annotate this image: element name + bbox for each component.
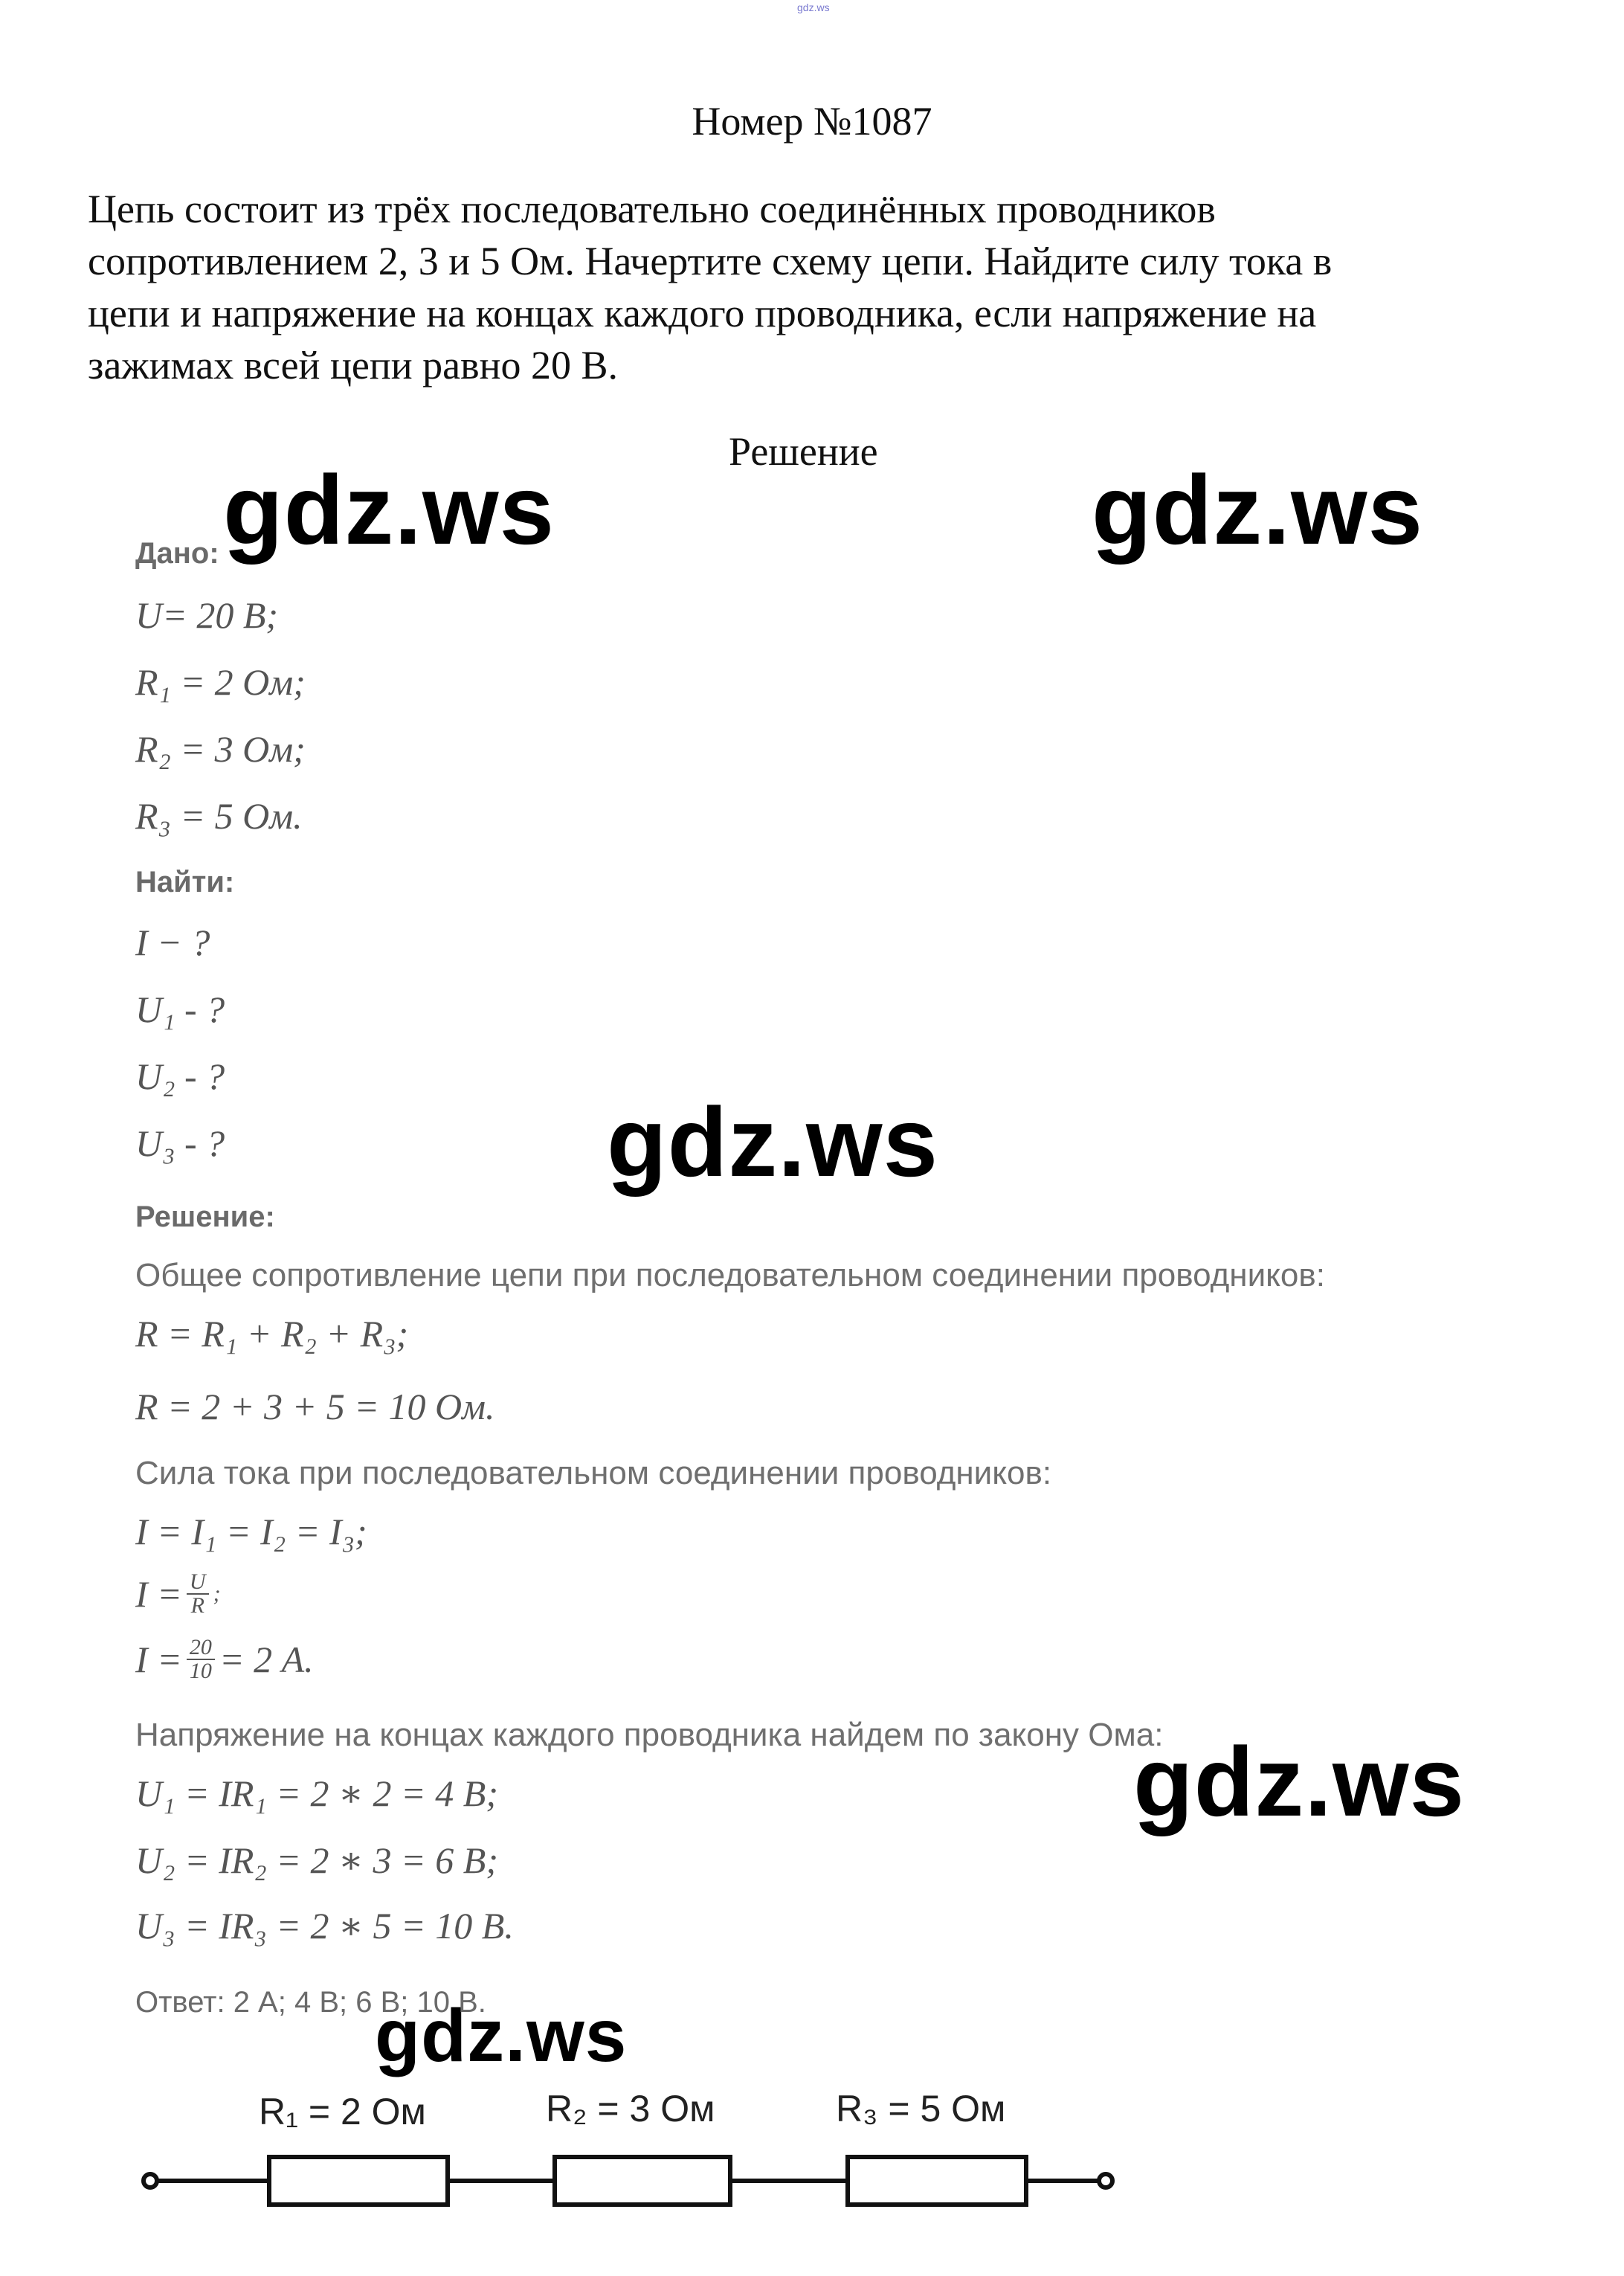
watermark: gdz.ws bbox=[1133, 1727, 1466, 1836]
resistor-r3 bbox=[848, 2157, 1026, 2205]
given-item: U= 20 В; bbox=[135, 594, 279, 636]
equation-fraction bbox=[135, 1636, 314, 1682]
denominator: R bbox=[190, 1593, 204, 1618]
watermark: gdz.ws bbox=[1092, 455, 1424, 565]
given-item: R₂ = 3 Ом; bbox=[135, 728, 306, 770]
fraction bbox=[187, 1571, 209, 1617]
problem-line: цепи и напряжение на концах каждого проводника, если напряжение на bbox=[88, 291, 1317, 335]
equation: U₃ = IR₃ = 2 ∗ 5 = 10 В. bbox=[135, 1905, 514, 1947]
resistor-r2 bbox=[555, 2157, 730, 2205]
watermark: gdz.ws bbox=[375, 1994, 628, 2077]
terminal-left bbox=[144, 2174, 157, 2187]
solution-text: Напряжение на концах каждого проводника найдем по закону Ома: bbox=[135, 1717, 1164, 1753]
equation-fraction bbox=[135, 1571, 221, 1617]
resistor-label-r2: R₂ = 3 Ом bbox=[546, 2088, 715, 2129]
answer: Ответ: 2 А; 4 В; 6 В; 10 В. bbox=[135, 1986, 486, 2019]
equation: U₂ = IR₂ = 2 ∗ 3 = 6 В; bbox=[135, 1839, 498, 1881]
fraction bbox=[187, 1636, 215, 1682]
page-title: Номер №1087 bbox=[692, 99, 932, 144]
numerator: U bbox=[187, 1571, 209, 1595]
resistor-r1 bbox=[269, 2157, 448, 2205]
terminal-right bbox=[1099, 2174, 1112, 2187]
header-watermark-small: gdz.ws bbox=[797, 1, 830, 13]
find-item: U₃ - ? bbox=[135, 1122, 225, 1164]
eq-right: = 2 А. bbox=[219, 1639, 314, 1680]
eq-end: ; bbox=[213, 1581, 221, 1606]
numerator: 20 bbox=[187, 1636, 215, 1660]
find-label: Найти: bbox=[135, 866, 235, 898]
solution-heading: Решение bbox=[729, 429, 878, 474]
equation: I = I₁ = I₂ = I₃; bbox=[135, 1511, 367, 1552]
given-label: Дано: bbox=[135, 537, 219, 570]
find-item: U₁ - ? bbox=[135, 988, 225, 1030]
equation: R = R₁ + R₂ + R₃; bbox=[135, 1313, 409, 1354]
problem-line: зажимах всей цепи равно 20 В. bbox=[88, 343, 618, 388]
eq-left: I = bbox=[135, 1573, 182, 1615]
given-item: R₃ = 5 Ом. bbox=[135, 795, 303, 837]
problem-text bbox=[88, 183, 1575, 391]
resistor-label-r3: R₃ = 5 Ом bbox=[836, 2088, 1006, 2129]
solution-label: Решение: bbox=[135, 1200, 275, 1233]
watermark: gdz.ws bbox=[607, 1087, 939, 1197]
solution-text: Сила тока при последовательном соединении проводников: bbox=[135, 1455, 1052, 1491]
find-item: I − ? bbox=[135, 922, 210, 963]
problem-line: Цепь состоит из трёх последовательно соединённых проводников bbox=[88, 187, 1216, 231]
equation: R = 2 + 3 + 5 = 10 Ом. bbox=[135, 1386, 495, 1427]
equation: U₁ = IR₁ = 2 ∗ 2 = 4 В; bbox=[135, 1772, 498, 1814]
watermark: gdz.ws bbox=[223, 455, 555, 565]
resistor-label-r1: R₁ = 2 Ом bbox=[259, 2091, 426, 2132]
find-item: U₂ - ? bbox=[135, 1055, 225, 1097]
circuit-diagram bbox=[134, 2135, 1130, 2224]
problem-line: сопротивлением 2, 3 и 5 Ом. Начертите схему цепи. Найдите силу тока в bbox=[88, 239, 1333, 283]
eq-left: I = bbox=[135, 1639, 182, 1680]
given-item: R₁ = 2 Ом; bbox=[135, 661, 306, 703]
solution-text: Общее сопротивление цепи при последовательном соединении проводников: bbox=[135, 1257, 1325, 1293]
denominator: 10 bbox=[189, 1659, 212, 1683]
